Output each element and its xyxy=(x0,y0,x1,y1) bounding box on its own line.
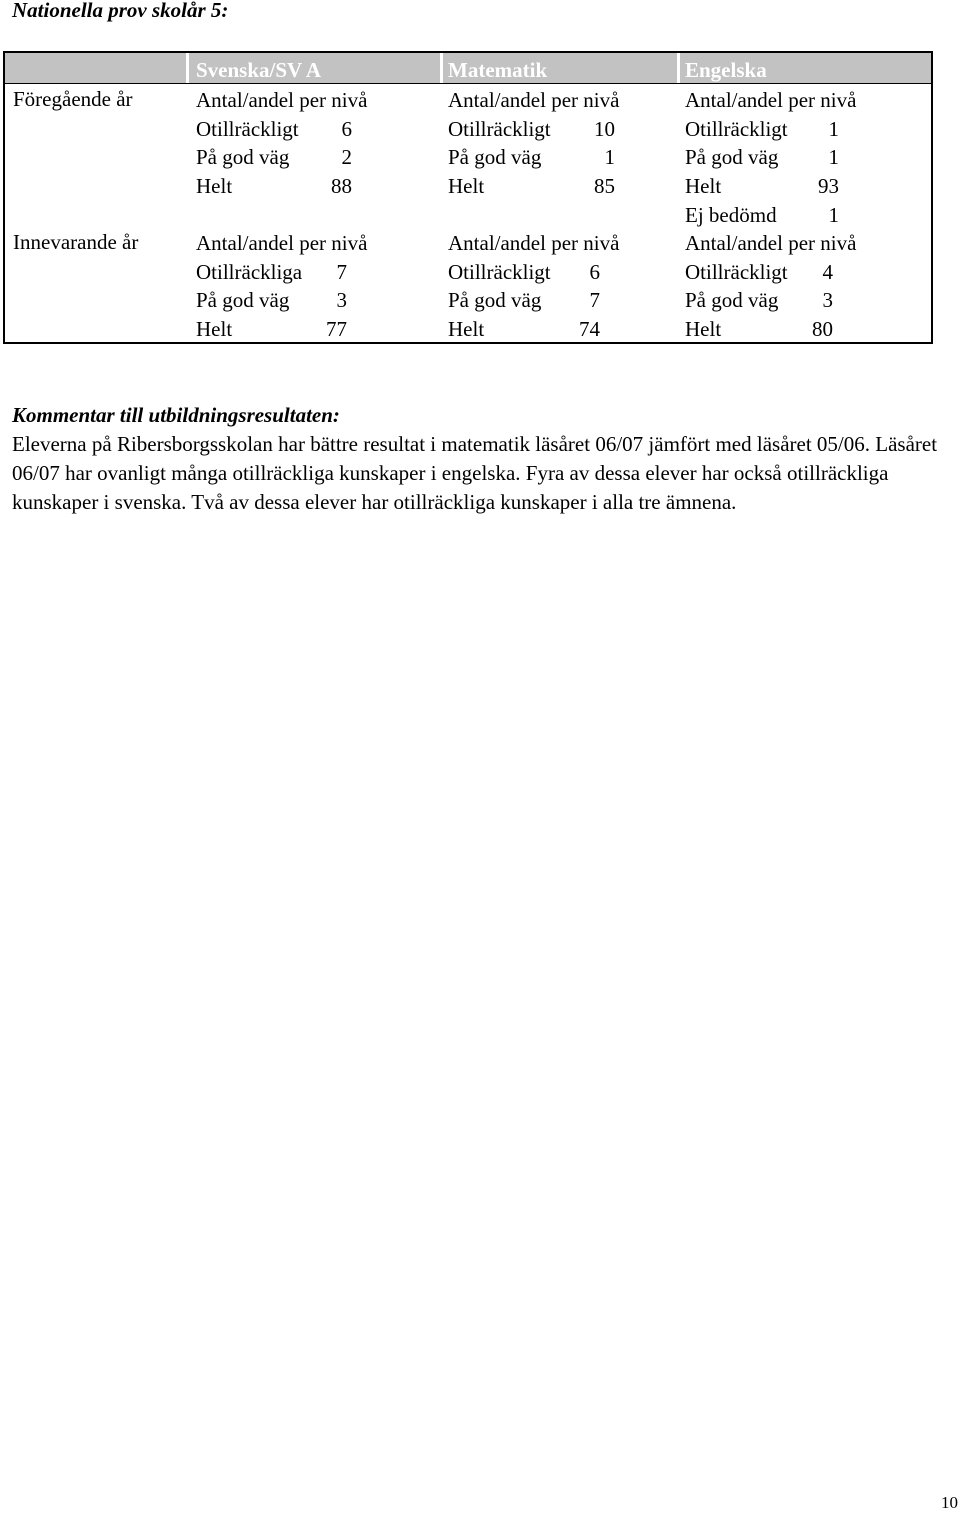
cell-current-svenska xyxy=(196,229,368,344)
level-label: Helt xyxy=(448,317,485,342)
level-label: Otillräckligt xyxy=(448,259,551,284)
level-value: 1 xyxy=(828,145,839,170)
level-line xyxy=(196,258,347,287)
cell-title: Antal/andel per nivå xyxy=(448,231,620,255)
cell-title: Antal/andel per nivå xyxy=(448,88,620,112)
level-line xyxy=(448,258,600,287)
level-line xyxy=(685,286,833,315)
cell-title: Antal/andel per nivå xyxy=(685,88,857,112)
level-line xyxy=(685,172,839,201)
level-label: Otillräckligt xyxy=(448,116,551,141)
level-label: På god väg xyxy=(448,145,542,170)
level-label: Helt xyxy=(685,317,722,342)
comment-title: Kommentar till utbildningsresultaten: xyxy=(12,403,340,427)
level-line xyxy=(685,143,839,172)
level-line xyxy=(196,315,347,344)
level-label: På god väg xyxy=(448,288,542,313)
level-value: 7 xyxy=(589,288,600,313)
level-value: 74 xyxy=(579,317,600,342)
level-value: 93 xyxy=(818,174,839,199)
level-label: På god väg xyxy=(196,288,290,313)
cell-previous-svenska xyxy=(196,86,368,201)
level-value: 6 xyxy=(341,116,352,141)
level-value: 88 xyxy=(331,174,352,199)
level-line xyxy=(196,143,352,172)
cell-title: Antal/andel per nivå xyxy=(196,88,368,112)
level-value: 77 xyxy=(326,317,347,342)
level-line xyxy=(196,115,352,144)
level-line xyxy=(685,201,839,230)
level-line xyxy=(685,258,833,287)
cell-current-matematik xyxy=(448,229,620,344)
header-separator xyxy=(440,53,443,83)
cell-current-engelska xyxy=(685,229,857,344)
page-heading: Nationella prov skolår 5: xyxy=(12,0,229,22)
results-table xyxy=(3,51,933,344)
level-label: Otillräckligt xyxy=(685,259,788,284)
level-line xyxy=(196,286,347,315)
level-label: Ej bedömd xyxy=(685,202,777,227)
header-separator xyxy=(677,53,680,83)
row-label-previous-year: Föregående år xyxy=(13,87,133,111)
level-label: Otillräckligt xyxy=(196,116,299,141)
level-line xyxy=(448,143,615,172)
level-line xyxy=(685,115,839,144)
level-label: På god väg xyxy=(196,145,290,170)
level-line xyxy=(196,172,352,201)
level-label: På god väg xyxy=(685,288,779,313)
table-header-row xyxy=(5,53,931,84)
level-value: 10 xyxy=(594,116,615,141)
level-value: 3 xyxy=(336,288,347,313)
page-number: 10 xyxy=(941,1493,958,1512)
level-label: Helt xyxy=(196,317,233,342)
level-value: 1 xyxy=(604,145,615,170)
level-line xyxy=(448,172,615,201)
level-label: Otillräckliga xyxy=(196,259,303,284)
level-value: 7 xyxy=(336,259,347,284)
level-label: Helt xyxy=(685,174,722,199)
cell-title: Antal/andel per nivå xyxy=(196,231,368,255)
level-line xyxy=(448,115,615,144)
level-label: Helt xyxy=(196,174,233,199)
level-value: 2 xyxy=(341,145,352,170)
level-label: Otillräckligt xyxy=(685,116,788,141)
level-label: På god väg xyxy=(685,145,779,170)
level-value: 1 xyxy=(828,116,839,141)
row-label-current-year: Innevarande år xyxy=(13,230,139,254)
level-value: 3 xyxy=(822,288,833,313)
level-value: 4 xyxy=(822,259,833,284)
level-value: 1 xyxy=(828,202,839,227)
cell-previous-engelska xyxy=(685,86,857,229)
comment-text: Eleverna på Ribersborgsskolan har bättre resultat i matematik läsåret 06/07 jämfört med läsåret 05/06. Läsåret 06/07 har ovanligt många otillräckliga kunskaper i engelska. Fyra av dessa elever har också otillräckliga kunskaper i svenska. Två av dessa elever har otillräckliga kunskaper i alla tre ämnena. xyxy=(12,432,938,514)
level-line xyxy=(448,315,600,344)
level-value: 6 xyxy=(589,259,600,284)
level-label: Helt xyxy=(448,174,485,199)
cell-title: Antal/andel per nivå xyxy=(685,231,857,255)
cell-previous-matematik xyxy=(448,86,620,201)
subject-matematik: Matematik xyxy=(448,58,548,82)
subject-svenska: Svenska/SV A xyxy=(196,58,322,82)
level-line xyxy=(685,315,833,344)
comment-section xyxy=(12,401,952,517)
subject-engelska: Engelska xyxy=(685,58,767,82)
level-value: 80 xyxy=(812,317,833,342)
header-separator xyxy=(186,53,189,83)
level-value: 85 xyxy=(594,174,615,199)
level-line xyxy=(448,286,600,315)
